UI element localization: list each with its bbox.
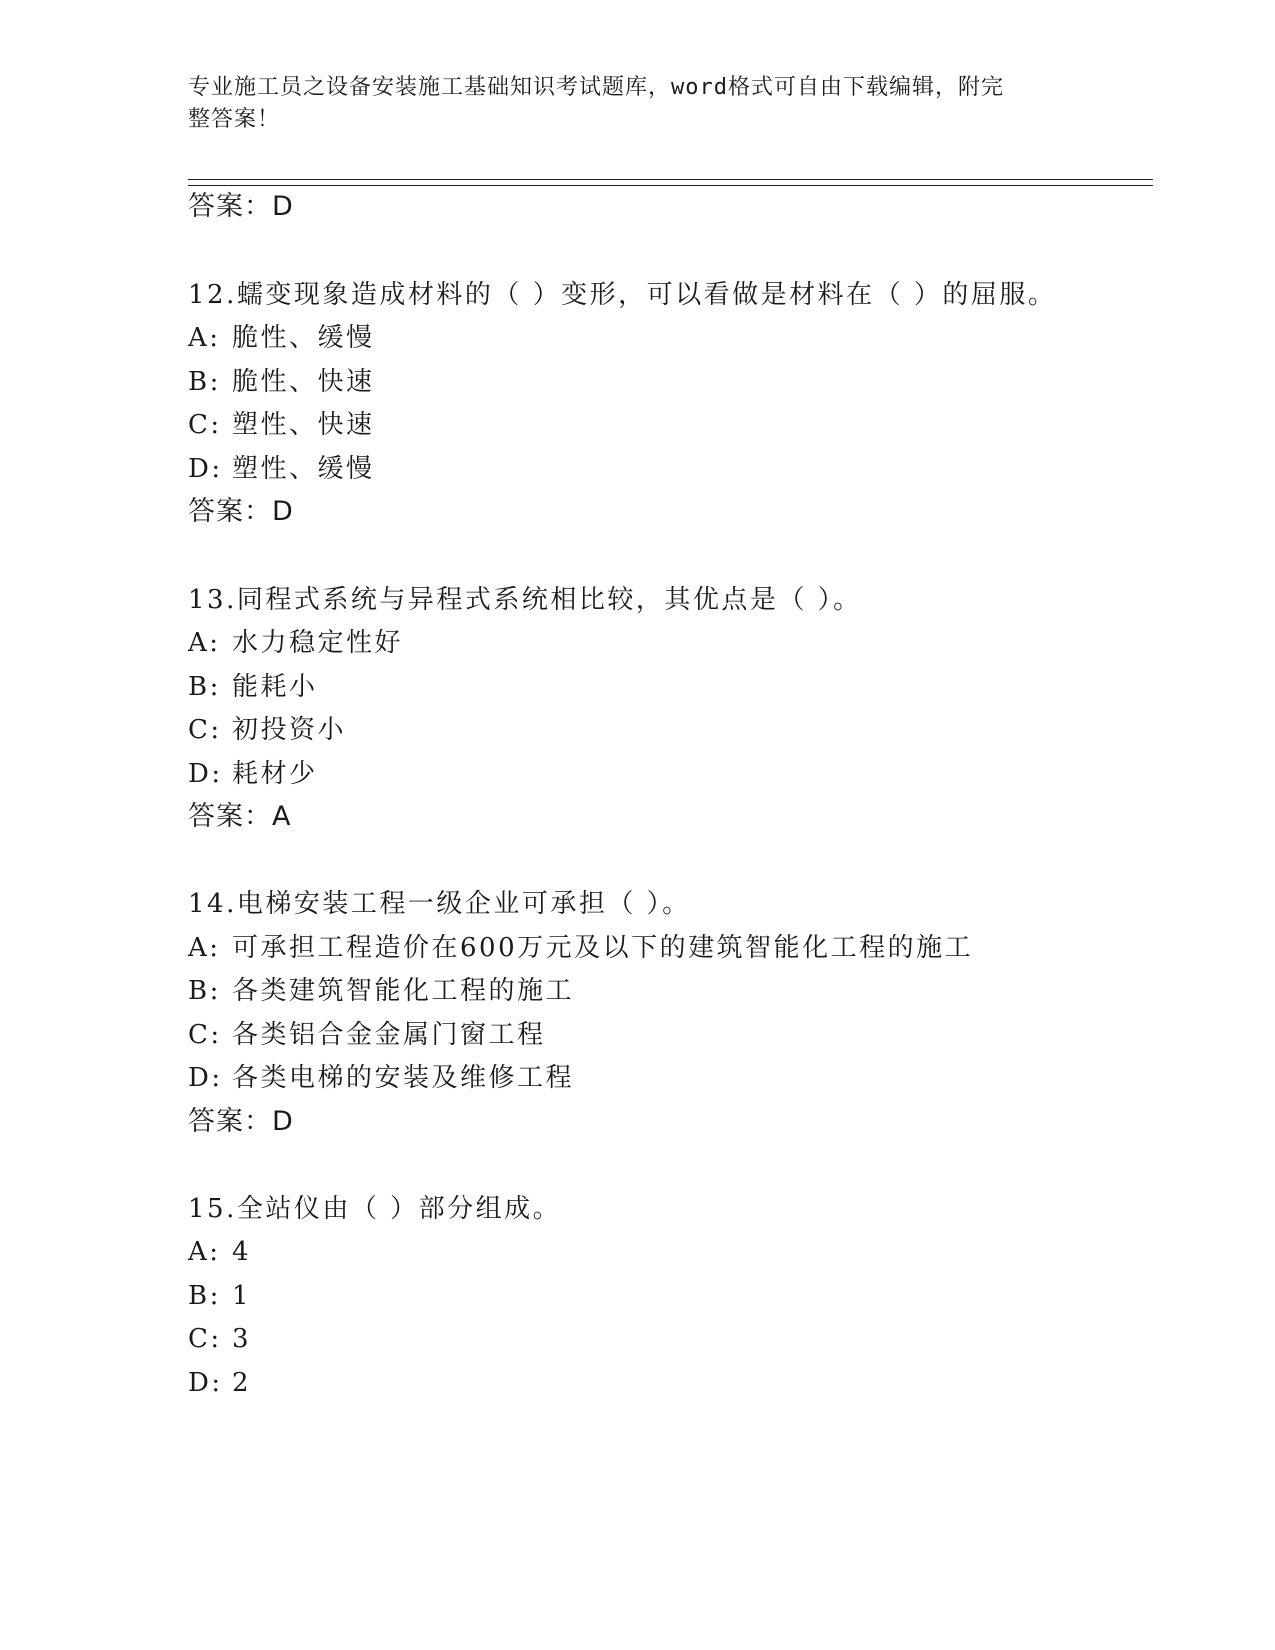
option-text: 各类铝合金金属门窗工程 <box>232 1020 546 1050</box>
option-line <box>188 1279 251 1313</box>
option-line <box>188 1061 574 1095</box>
option-letter: C: <box>188 715 222 745</box>
option-text: 水力稳定性好 <box>232 628 404 658</box>
option-line <box>188 408 375 442</box>
option-letter: A: <box>188 933 221 963</box>
answer-line: 答案：D <box>188 1106 294 1137</box>
option-line <box>188 1366 251 1400</box>
option-letter: D: <box>188 1368 223 1398</box>
option-text: 1 <box>232 1281 252 1311</box>
option-line <box>188 1322 251 1356</box>
option-text: 脆性、快速 <box>232 367 375 397</box>
answer-line: 答案：D <box>188 191 294 222</box>
option-letter: A: <box>188 1237 221 1267</box>
question-stem: 12.蠕变现象造成材料的（ ）变形，可以看做是材料在（ ）的屈服。 <box>188 280 1057 310</box>
option-line <box>188 365 375 399</box>
option-text: 4 <box>232 1237 252 1267</box>
option-line <box>188 626 403 660</box>
option-letter: D: <box>188 1063 223 1093</box>
option-line <box>188 757 318 791</box>
option-letter: B: <box>188 672 221 702</box>
option-letter: C: <box>188 1324 222 1354</box>
header-line-2: 整答案！ <box>188 107 281 132</box>
option-text: 2 <box>232 1368 252 1398</box>
option-text: 各类电梯的安装及维修工程 <box>232 1063 575 1093</box>
option-text: 脆性、缓慢 <box>232 323 375 353</box>
question-stem: 13.同程式系统与异程式系统相比较，其优点是（ ）。 <box>188 585 862 615</box>
option-line <box>188 1018 546 1052</box>
option-text: 3 <box>232 1324 252 1354</box>
document-header <box>188 72 1078 136</box>
answer-line: 答案：D <box>188 496 294 527</box>
option-letter: C: <box>188 410 222 440</box>
option-line <box>188 452 375 486</box>
option-text: 塑性、缓慢 <box>232 454 375 484</box>
option-letter: D: <box>188 759 223 789</box>
option-text: 塑性、快速 <box>232 410 375 440</box>
option-letter: B: <box>188 976 221 1006</box>
question-stem: 14.电梯安装工程一级企业可承担（ ）。 <box>188 889 691 919</box>
option-letter: B: <box>188 1281 221 1311</box>
option-letter: A: <box>188 323 221 353</box>
option-line <box>188 321 375 355</box>
option-text: 可承担工程造价在600万元及以下的建筑智能化工程的施工 <box>232 933 974 963</box>
option-letter: D: <box>188 454 223 484</box>
option-text: 能耗小 <box>232 672 318 702</box>
option-line <box>188 1235 251 1269</box>
header-line-1: 专业施工员之设备安装施工基础知识考试题库，word格式可自由下载编辑，附完 <box>188 75 1004 100</box>
option-text: 初投资小 <box>232 715 347 745</box>
option-letter: C: <box>188 1020 222 1050</box>
option-text: 耗材少 <box>232 759 318 789</box>
option-letter: B: <box>188 367 221 397</box>
option-text: 各类建筑智能化工程的施工 <box>232 976 575 1006</box>
option-line <box>188 713 346 747</box>
answer-line: 答案：A <box>188 801 292 832</box>
header-divider-top <box>188 179 1153 180</box>
option-line <box>188 670 318 704</box>
option-letter: A: <box>188 628 221 658</box>
option-line <box>188 931 973 965</box>
question-stem: 15.全站仪由（ ）部分组成。 <box>188 1194 562 1224</box>
option-line <box>188 974 574 1008</box>
header-divider-bottom <box>188 185 1153 186</box>
